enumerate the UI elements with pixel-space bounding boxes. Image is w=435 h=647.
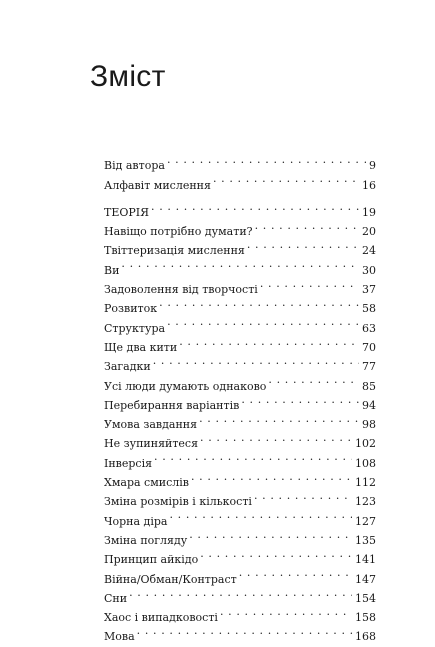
dot-leader: [179, 332, 359, 351]
toc-entry-page-number: 168: [355, 630, 376, 644]
dot-leader: [151, 197, 359, 216]
dot-leader: [254, 486, 352, 505]
dot-leader: [137, 621, 352, 640]
toc-entry-title: ТЕОРІЯ: [104, 205, 150, 219]
toc-entry-page-number: 19: [362, 205, 376, 219]
dot-leader: [260, 274, 359, 293]
toc-entry-page-number: 102: [355, 437, 376, 451]
toc-entry-title: Задоволення від творчості: [104, 283, 258, 297]
toc-entry-page-number: 9: [369, 159, 376, 173]
toc-entry[interactable]: [104, 150, 376, 173]
toc-entry-title: Твіттеризація мислення: [104, 244, 245, 258]
toc-entry-title: Не зупиняйтеся: [104, 437, 199, 451]
toc-intro-section: [104, 150, 376, 192]
toc-entry-title: Алфавіт мислення: [104, 178, 211, 192]
toc-entry-title: Принцип айкідо: [104, 553, 199, 567]
toc-entry-title: Структура: [104, 321, 166, 335]
dot-leader: [169, 505, 352, 524]
toc-entry-page-number: 94: [362, 398, 376, 412]
toc-entry-title: Чорна діра: [104, 514, 168, 528]
toc-entry-page-number: 108: [355, 456, 376, 470]
toc-entry-title: Зміна розмірів і кількості: [104, 495, 252, 509]
toc-entry-title: Хмара смислів: [104, 476, 189, 490]
dot-leader: [129, 583, 352, 602]
toc-entry-page-number: 37: [362, 283, 376, 297]
toc-entry-page-number: 123: [355, 495, 376, 509]
toc-entry-title: Від автора: [104, 159, 165, 173]
toc-entry-page-number: 30: [362, 263, 376, 277]
dot-leader: [199, 409, 359, 428]
dot-leader: [200, 544, 352, 563]
dot-leader: [213, 169, 359, 188]
dot-leader: [121, 254, 359, 273]
toc-entry-title: Війна/Обман/Контраст: [104, 572, 237, 586]
toc-entry[interactable]: [104, 583, 376, 605]
toc-entry-page-number: 63: [362, 321, 376, 335]
toc-entry-page-number: 58: [362, 302, 376, 316]
toc-entry-title: Ще два кити: [104, 340, 178, 354]
dot-leader: [189, 525, 352, 544]
dot-leader: [167, 312, 359, 331]
dot-leader: [167, 150, 366, 169]
toc-entry[interactable]: [104, 274, 376, 297]
dot-leader: [241, 390, 359, 409]
toc-entry-title: Ви: [104, 263, 120, 277]
toc-entry-title: Сни: [104, 591, 128, 605]
toc-entry-page-number: 98: [362, 418, 376, 432]
dot-leader: [153, 351, 359, 370]
toc-entry-title: Зміна погляду: [104, 533, 188, 547]
toc-entry-title: Загадки: [104, 360, 151, 374]
toc-entry-page-number: 24: [362, 244, 376, 258]
toc-entry-page-number: 158: [355, 611, 376, 625]
toc-entry-page-number: 154: [355, 591, 376, 605]
toc-entry-title: Умова завдання: [104, 418, 198, 432]
toc-entry-title: Розвиток: [104, 302, 158, 316]
toc-main-section: [104, 197, 376, 644]
toc-entry[interactable]: [104, 197, 376, 219]
toc-entry-page-number: 20: [362, 225, 376, 239]
page-title: Зміст: [90, 60, 166, 93]
dot-leader: [220, 602, 352, 621]
toc-entry-page-number: 127: [355, 514, 376, 528]
toc-entry-page-number: 112: [355, 476, 376, 490]
toc-entry-title: Усі люди думають однаково: [104, 379, 267, 393]
dot-leader: [154, 447, 352, 466]
toc-entry-title: Інверсія: [104, 456, 153, 470]
dot-leader: [159, 293, 359, 312]
toc-entry-page-number: 141: [355, 553, 376, 567]
toc-entry-page-number: 77: [362, 360, 376, 374]
dot-leader: [255, 216, 359, 235]
toc-entry-title: Мова: [104, 630, 135, 644]
dot-leader: [200, 428, 352, 447]
toc-entry-page-number: 85: [362, 379, 376, 393]
toc-entry-page-number: 147: [355, 572, 376, 586]
toc-entry-title: Навіщо потрібно думати?: [104, 225, 253, 239]
dot-leader: [191, 467, 352, 486]
table-of-contents: [104, 150, 376, 644]
toc-entry-page-number: 70: [362, 340, 376, 354]
dot-leader: [268, 370, 359, 389]
dot-leader: [247, 235, 359, 254]
toc-entry-page-number: 135: [355, 533, 376, 547]
toc-entry-title: Перебирання варіантів: [104, 398, 240, 412]
toc-entry-page-number: 16: [362, 178, 376, 192]
toc-entry[interactable]: [104, 602, 376, 625]
toc-entry[interactable]: [104, 621, 376, 644]
toc-entry-title: Хаос і випадковості: [104, 611, 218, 625]
toc-entry[interactable]: [104, 254, 376, 277]
